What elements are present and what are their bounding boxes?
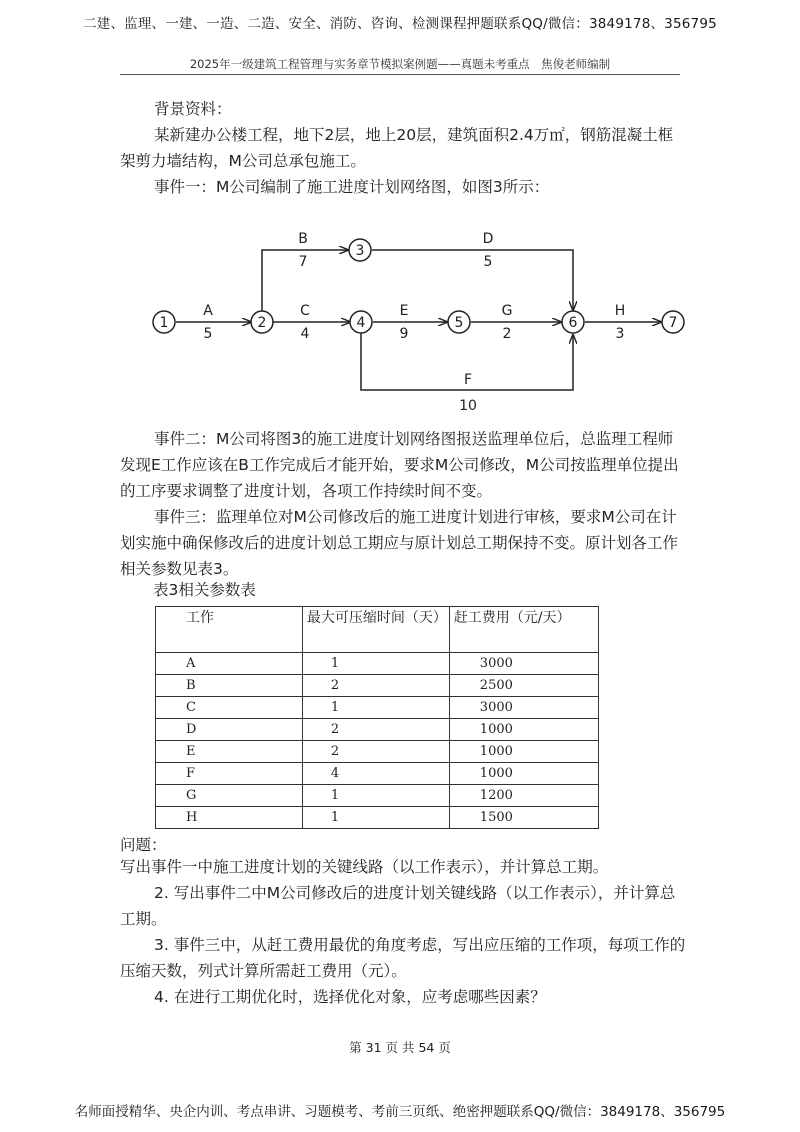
cell-max-compress: 2 — [302, 741, 449, 763]
activity-E-duration: 9 — [399, 326, 409, 342]
cell-work: E — [156, 741, 303, 763]
page-header: 2025年一级建筑工程管理与实务章节模拟案例题——真题未考重点 焦俊老师编制 — [189, 57, 611, 71]
cell-max-compress: 2 — [302, 719, 449, 741]
cell-rush-cost: 1000 — [449, 763, 598, 785]
activity-H-duration: 3 — [615, 326, 625, 342]
cell-max-compress: 1 — [302, 697, 449, 719]
cell-work: C — [156, 697, 303, 719]
header-max-compress: 最大可压缩时间（天） — [302, 607, 449, 653]
background-title: 背景资料： — [154, 100, 232, 118]
table-row — [156, 697, 599, 719]
bottom-banner: 名师面授精华、央企内训、考点串讲、习题模考、考前三页纸、绝密押题联系QQ/微信：3849178、356795 — [74, 1104, 726, 1120]
cell-work: A — [156, 653, 303, 675]
cell-work: F — [156, 763, 303, 785]
event2-text: 事件二：M公司将图3的施工进度计划网络图报送监理单位后，总监理工程师发现E工作应该在B工作完成后才能开始，要求M公司修改，M公司按监理单位提出的工序要求调整了进度计划，各项工作持续时间不变。 — [120, 430, 679, 500]
cell-work: G — [156, 785, 303, 807]
activity-A-duration: 5 — [203, 326, 213, 342]
table-row — [156, 785, 599, 807]
questions-title: 问题： — [120, 836, 167, 854]
cell-rush-cost: 1500 — [449, 807, 598, 829]
activity-C-duration: 4 — [300, 326, 310, 342]
node-label-2: 2 — [257, 315, 267, 331]
cell-rush-cost: 1000 — [449, 719, 598, 741]
cell-max-compress: 1 — [302, 785, 449, 807]
cell-rush-cost: 1000 — [449, 741, 598, 763]
page-number: 第 31 页 共 54 页 — [349, 1040, 451, 1055]
activity-B-name: B — [298, 231, 308, 247]
question-3: 3. 事件三中，从赶工费用最优的角度考虑，写出应压缩的工作项，每项工作的压缩天数，列式计算所需赶工费用（元）。 — [120, 936, 686, 980]
cell-work: H — [156, 807, 303, 829]
activity-G-name: G — [501, 303, 513, 319]
activity-F-duration: 10 — [459, 398, 477, 414]
activity-C-name: C — [300, 303, 310, 319]
activity-F-name: F — [463, 372, 473, 388]
table-caption: 表3相关参数表 — [153, 581, 256, 599]
cell-rush-cost: 2500 — [449, 675, 598, 697]
table-row — [156, 807, 599, 829]
node-label-6: 6 — [568, 315, 578, 331]
node-label-5: 5 — [454, 315, 464, 331]
node-label-7: 7 — [668, 315, 678, 331]
table-row — [156, 763, 599, 785]
cell-rush-cost: 1200 — [449, 785, 598, 807]
event1-text: 事件一：M公司编制了施工进度计划网络图，如图3所示： — [154, 178, 550, 196]
cell-max-compress: 4 — [302, 763, 449, 785]
cell-work: D — [156, 719, 303, 741]
table-row — [156, 719, 599, 741]
header-work: 工作 — [156, 607, 303, 653]
cell-work: B — [156, 675, 303, 697]
header-rush-cost: 赶工费用（元/天） — [449, 607, 598, 653]
top-banner: 二建、监理、一建、一造、二造、安全、消防、咨询、检测课程押题联系QQ/微信：3849178、356795 — [83, 16, 717, 32]
network-diagram — [120, 212, 720, 424]
table-row — [156, 741, 599, 763]
arrow-D — [372, 250, 573, 310]
activity-D-duration: 5 — [483, 254, 493, 270]
table-row — [156, 653, 599, 675]
activity-D-name: D — [482, 231, 494, 247]
node-label-3: 3 — [355, 243, 365, 259]
table-row — [156, 675, 599, 697]
cell-rush-cost: 3000 — [449, 653, 598, 675]
cell-max-compress: 2 — [302, 675, 449, 697]
parameters-table — [155, 606, 599, 829]
cell-max-compress: 1 — [302, 807, 449, 829]
question-2: 2. 写出事件二中M公司修改后的进度计划关键线路（以工作表示），并计算总工期。 — [120, 884, 676, 928]
activity-A-name: A — [203, 303, 213, 319]
question-1: 写出事件一中施工进度计划的关键线路（以工作表示），并计算总工期。 — [120, 858, 609, 876]
cell-rush-cost: 3000 — [449, 697, 598, 719]
header-rule — [120, 74, 680, 75]
event3-text: 事件三：监理单位对M公司修改后的施工进度计划进行审核，要求M公司在计划实施中确保修改后的进度计划总工期应与原计划总工期保持不变。原计划各工作相关参数见表3。 — [120, 508, 679, 578]
activity-G-duration: 2 — [502, 326, 512, 342]
activity-E-name: E — [399, 303, 409, 319]
activity-H-name: H — [614, 303, 626, 319]
question-4: 4. 在进行工期优化时，选择优化对象，应考虑哪些因素？ — [154, 988, 546, 1006]
activity-B-duration: 7 — [298, 254, 308, 270]
node-label-1: 1 — [159, 315, 169, 331]
cell-max-compress: 1 — [302, 653, 449, 675]
background-text: 某新建办公楼工程，地下2层，地上20层，建筑面积2.4万㎡，钢筋混凝土框架剪力墙结构，M公司总承包施工。 — [120, 126, 674, 170]
table-header-row — [156, 607, 599, 653]
node-label-4: 4 — [356, 315, 366, 331]
